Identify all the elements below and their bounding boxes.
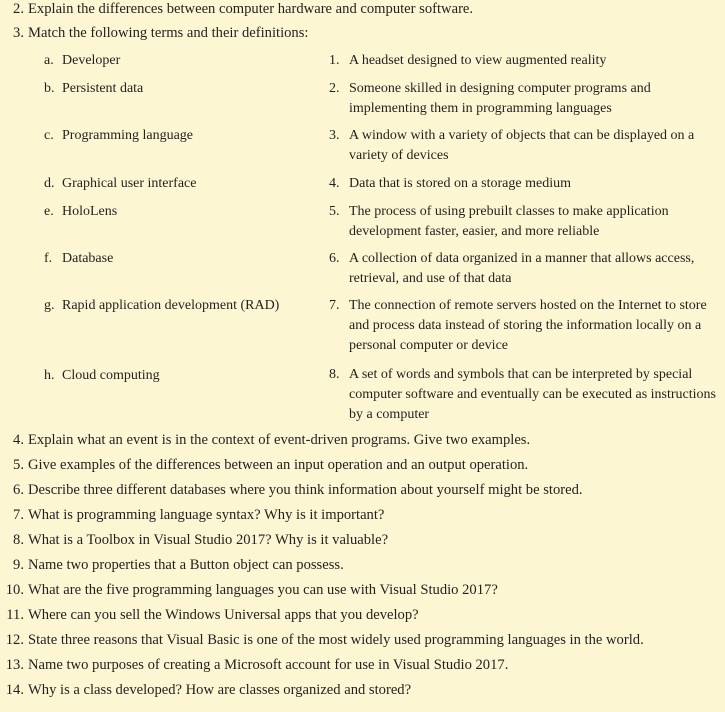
definition-3 bbox=[329, 126, 721, 166]
question-text: Explain the differences between computer hardware and computer software. bbox=[28, 1, 474, 17]
question-5 bbox=[0, 456, 528, 474]
definition-8 bbox=[329, 365, 721, 425]
definition-text: A headset designed to view augmented reality bbox=[349, 53, 607, 68]
definition-number: 2. bbox=[329, 81, 340, 96]
definition-number: 7. bbox=[329, 298, 340, 313]
question-11 bbox=[0, 606, 419, 624]
question-number: 5. bbox=[13, 457, 24, 473]
definition-1 bbox=[329, 51, 721, 71]
question-14 bbox=[0, 681, 411, 699]
definition-number: 4. bbox=[329, 176, 340, 191]
definition-6 bbox=[329, 249, 721, 289]
question-number: 12. bbox=[5, 632, 24, 648]
term-c bbox=[44, 127, 193, 145]
question-13 bbox=[0, 656, 508, 674]
question-number: 13. bbox=[5, 657, 24, 673]
term-e bbox=[44, 203, 117, 221]
question-text: What is a Toolbox in Visual Studio 2017? Why is it valuable? bbox=[28, 532, 389, 548]
term-text: Cloud computing bbox=[62, 368, 160, 383]
term-text: Persistent data bbox=[62, 81, 144, 96]
definition-text: Someone skilled in designing computer programs and implementing them in programming languages bbox=[349, 81, 651, 116]
question-text: What are the five programming languages you can use with Visual Studio 2017? bbox=[28, 582, 498, 598]
term-letter: h. bbox=[44, 368, 55, 383]
term-letter: b. bbox=[44, 81, 55, 96]
definition-number: 6. bbox=[329, 251, 340, 266]
term-letter: f. bbox=[44, 251, 53, 266]
question-10 bbox=[0, 581, 498, 599]
question-7 bbox=[0, 506, 384, 524]
question-number: 2. bbox=[13, 1, 24, 17]
question-8 bbox=[0, 531, 388, 549]
question-3 bbox=[0, 24, 308, 42]
term-letter: c. bbox=[44, 128, 54, 143]
question-text: Explain what an event is in the context of event-driven programs. Give two examples. bbox=[28, 432, 531, 448]
question-number: 6. bbox=[13, 482, 24, 498]
question-4 bbox=[0, 431, 530, 449]
question-2 bbox=[0, 0, 473, 18]
definition-number: 5. bbox=[329, 204, 340, 219]
term-text: Database bbox=[62, 251, 114, 266]
definition-text: A window with a variety of objects that can be displayed on a variety of devices bbox=[349, 128, 695, 163]
definition-text: A collection of data organized in a manner that allows access, retrieval, and use of that data bbox=[349, 251, 695, 286]
question-text: Give examples of the differences between an input operation and an output operation. bbox=[28, 457, 529, 473]
question-text: What is programming language syntax? Why is it important? bbox=[28, 507, 385, 523]
definition-text: A set of words and symbols that can be interpreted by special computer software and eventually can be executed as instructions by a computer bbox=[349, 367, 716, 422]
question-text: State three reasons that Visual Basic is one of the most widely used programming languages in the world. bbox=[28, 632, 644, 648]
question-number: 9. bbox=[13, 557, 24, 573]
question-text: Match the following terms and their definitions: bbox=[28, 25, 309, 41]
definition-text: The connection of remote servers hosted on the Internet to store and process data instead of storing the information locally on a personal computer or device bbox=[349, 298, 707, 353]
definition-text: Data that is stored on a storage medium bbox=[349, 176, 571, 191]
definition-2 bbox=[329, 79, 721, 119]
question-number: 4. bbox=[13, 432, 24, 448]
term-text: Developer bbox=[62, 53, 121, 68]
question-text: Name two purposes of creating a Microsoft account for use in Visual Studio 2017. bbox=[28, 657, 509, 673]
question-number: 11. bbox=[6, 607, 24, 623]
term-text: Graphical user interface bbox=[62, 176, 197, 191]
definition-text: The process of using prebuilt classes to make application development faster, easier, and more reliable bbox=[349, 204, 669, 239]
term-text: HoloLens bbox=[62, 204, 118, 219]
term-letter: d. bbox=[44, 176, 55, 191]
question-number: 7. bbox=[13, 507, 24, 523]
question-6 bbox=[0, 481, 583, 499]
question-number: 10. bbox=[5, 582, 24, 598]
term-letter: e. bbox=[44, 204, 54, 219]
term-f bbox=[44, 250, 113, 268]
definition-number: 3. bbox=[329, 128, 340, 143]
term-letter: a. bbox=[44, 53, 54, 68]
term-g bbox=[44, 297, 279, 315]
term-a bbox=[44, 52, 120, 70]
question-number: 8. bbox=[13, 532, 24, 548]
definition-7 bbox=[329, 296, 721, 356]
term-text: Rapid application development (RAD) bbox=[62, 298, 280, 313]
question-12 bbox=[0, 631, 644, 649]
definition-5 bbox=[329, 202, 721, 242]
definition-4 bbox=[329, 174, 721, 194]
question-number: 14. bbox=[5, 682, 24, 698]
question-text: Name two properties that a Button object can possess. bbox=[28, 557, 344, 573]
question-text: Why is a class developed? How are classes organized and stored? bbox=[28, 682, 412, 698]
definition-number: 1. bbox=[329, 53, 340, 68]
term-letter: g. bbox=[44, 298, 55, 313]
question-number: 3. bbox=[13, 25, 24, 41]
question-text: Where can you sell the Windows Universal apps that you develop? bbox=[28, 607, 419, 623]
term-text: Programming language bbox=[62, 128, 194, 143]
definition-number: 8. bbox=[329, 367, 340, 382]
term-h bbox=[44, 367, 160, 385]
term-d bbox=[44, 175, 196, 193]
question-text: Describe three different databases where you think information about yourself might be stored. bbox=[28, 482, 583, 498]
question-9 bbox=[0, 556, 344, 574]
term-b bbox=[44, 80, 143, 98]
